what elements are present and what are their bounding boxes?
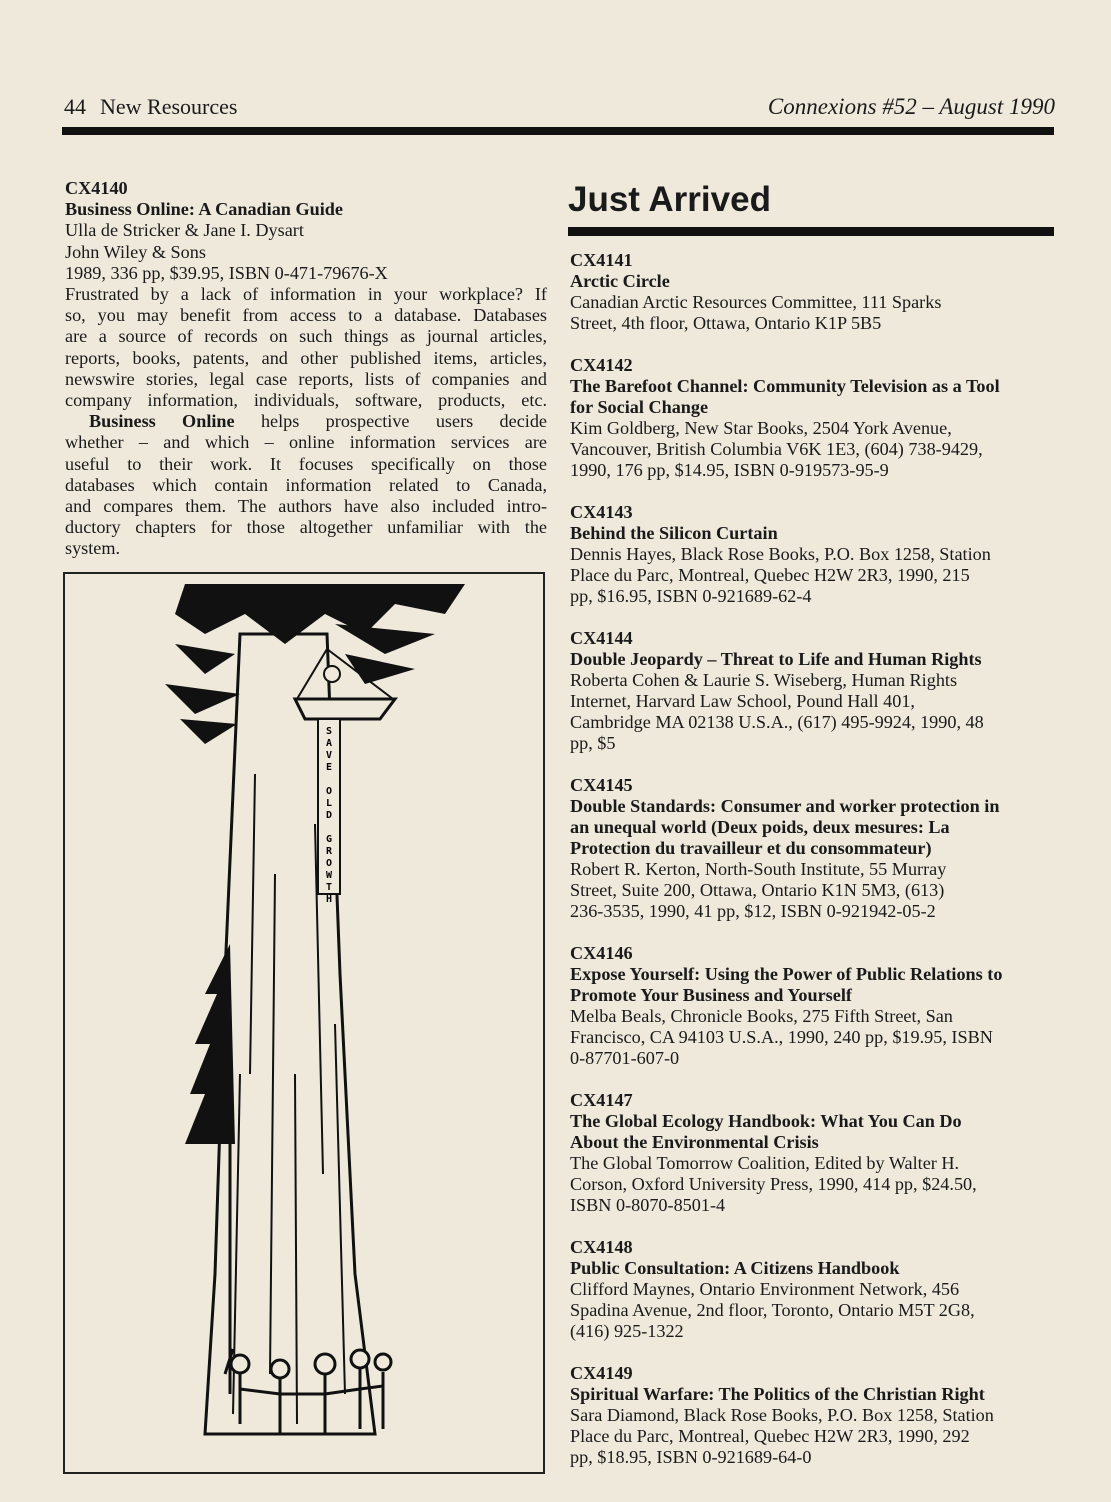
resource-entry bbox=[570, 1237, 1045, 1342]
entry-details: Roberta Cohen & Laurie S. Wiseberg, Human Rights bbox=[570, 670, 958, 690]
resource-entry bbox=[570, 628, 1045, 754]
entry-details: Place du Parc, Montreal, Quebec H2W 2R3, 1990, 292 bbox=[570, 1426, 970, 1446]
text-line: Frustrated by a lack of information in your workplace? If bbox=[65, 284, 547, 305]
entry-title: Double Jeopardy – Threat to Life and Human Rights bbox=[570, 649, 982, 669]
entry-code: CX4147 bbox=[570, 1090, 633, 1110]
entry-code: CX4142 bbox=[570, 355, 633, 375]
entry-details: pp, $5 bbox=[570, 733, 616, 753]
bold-title: Business Online bbox=[89, 411, 235, 432]
entry-title: for Social Change bbox=[570, 397, 709, 417]
entry-details: Francisco, CA 94103 U.S.A., 1990, 240 pp, $19.95, ISBN bbox=[570, 1027, 993, 1047]
text-line: useful to their work. It focuses specifically on those bbox=[65, 453, 547, 474]
resource-entry bbox=[570, 943, 1045, 1069]
banner-text: S A V E O L D G R O W T H bbox=[325, 726, 333, 905]
text-line: and compares them. The authors have also included intro- bbox=[65, 496, 547, 517]
text-line: databases which contain information related to Canada, bbox=[65, 474, 547, 495]
text-line: whether – and which – online information services are bbox=[65, 432, 547, 453]
text-line: reports, books, patents, and other published items, articles, bbox=[65, 347, 547, 368]
description-paragraph-2 bbox=[65, 432, 547, 538]
resource-list bbox=[570, 250, 1045, 1489]
entry-title: Arctic Circle bbox=[570, 271, 670, 291]
entry-authors: Ulla de Stricker & Jane I. Dysart bbox=[65, 220, 304, 241]
entry-details: ISBN 0-8070-8501-4 bbox=[570, 1195, 726, 1215]
entry-details: 236-3535, 1990, 41 pp, $12, ISBN 0-921942-05-2 bbox=[570, 901, 936, 921]
entry-title: Public Consultation: A Citizens Handbook bbox=[570, 1258, 900, 1278]
resource-entry bbox=[570, 355, 1045, 481]
entry-details: (416) 925-1322 bbox=[570, 1321, 684, 1341]
entry-title: The Global Ecology Handbook: What You Can Do bbox=[570, 1111, 962, 1131]
entry-details: Sara Diamond, Black Rose Books, P.O. Box 1258, Station bbox=[570, 1405, 994, 1425]
entry-title: Protection du travailleur et du consommateur) bbox=[570, 838, 932, 858]
entry-title: About the Environmental Crisis bbox=[570, 1132, 819, 1152]
resource-entry bbox=[570, 502, 1045, 607]
entry-details: 1990, 176 pp, $14.95, ISBN 0-919573-95-9 bbox=[570, 460, 889, 480]
entry-details: Dennis Hayes, Black Rose Books, P.O. Box 1258, Station bbox=[570, 544, 991, 564]
page-number: 44 bbox=[64, 94, 86, 119]
entry-title: Promote Your Business and Yourself bbox=[570, 985, 852, 1005]
entry-details: Clifford Maynes, Ontario Environment Network, 456 bbox=[570, 1279, 960, 1299]
entry-title: The Barefoot Channel: Community Television as a Tool bbox=[570, 376, 1000, 396]
entry-code: CX4144 bbox=[570, 628, 633, 648]
entry-title: Behind the Silicon Curtain bbox=[570, 523, 778, 543]
entry-details: 0-87701-607-0 bbox=[570, 1048, 680, 1068]
entry-details: Melba Beals, Chronicle Books, 275 Fifth Street, San bbox=[570, 1006, 953, 1026]
section-name: New Resources bbox=[100, 94, 238, 119]
entry-details: 1989, 336 pp, $39.95, ISBN 0-471-79676-X bbox=[65, 262, 388, 283]
entry-details: Street, Suite 200, Ottawa, Ontario K1N 5M3, (613) bbox=[570, 880, 945, 900]
entry-details: pp, $16.95, ISBN 0-921689-62-4 bbox=[570, 586, 812, 606]
entry-publisher: John Wiley & Sons bbox=[65, 241, 206, 262]
entry-details: Cambridge MA 02138 U.S.A., (617) 495-9924, 1990, 48 bbox=[570, 712, 984, 732]
entry-details: Spadina Avenue, 2nd floor, Toronto, Ontario M5T 2G8, bbox=[570, 1300, 975, 1320]
resource-entry bbox=[570, 775, 1045, 922]
entry-details: pp, $18.95, ISBN 0-921689-64-0 bbox=[570, 1447, 812, 1467]
entry-code: CX4140 bbox=[65, 178, 128, 198]
description-paragraph bbox=[65, 284, 547, 411]
page-header-left bbox=[64, 94, 237, 120]
entry-details: Corson, Oxford University Press, 1990, 414 pp, $24.50, bbox=[570, 1174, 977, 1194]
section-rule bbox=[568, 227, 1054, 236]
text-line: are a source of records on such things as journal articles, bbox=[65, 326, 547, 347]
entry-details: Street, 4th floor, Ottawa, Ontario K1P 5B5 bbox=[570, 313, 882, 333]
description-paragraph-2-first bbox=[65, 411, 547, 432]
resource-entry bbox=[570, 1363, 1045, 1468]
text: system. bbox=[65, 538, 121, 559]
resource-entry bbox=[570, 250, 1045, 334]
entry-details: The Global Tomorrow Coalition, Edited by Walter H. bbox=[570, 1153, 960, 1173]
entry-code: CX4149 bbox=[570, 1363, 633, 1383]
text-line: so, you may benefit from access to a database. Databases bbox=[65, 305, 547, 326]
entry-details: Kim Goldberg, New Star Books, 2504 York Avenue, bbox=[570, 418, 952, 438]
entry-title: Expose Yourself: Using the Power of Public Relations to bbox=[570, 964, 1003, 984]
left-entry bbox=[65, 178, 547, 560]
header-rule bbox=[62, 127, 1054, 135]
section-title: Just Arrived bbox=[568, 180, 771, 219]
entry-details: Internet, Harvard Law School, Pound Hall 401, bbox=[570, 691, 915, 711]
issue-label: Connexions #52 – August 1990 bbox=[767, 94, 1055, 119]
entry-title: Business Online: A Canadian Guide bbox=[65, 199, 343, 220]
entry-details: Place du Parc, Montreal, Quebec H2W 2R3, 1990, 215 bbox=[570, 565, 970, 585]
entry-details: Canadian Arctic Resources Committee, 111 Sparks bbox=[570, 292, 942, 312]
entry-details: Vancouver, British Columbia V6K 1E3, (604) 738-9429, bbox=[570, 439, 983, 459]
entry-title: Spiritual Warfare: The Politics of the Christian Right bbox=[570, 1384, 985, 1404]
entry-title: an unequal world (Deux poids, deux mesures: La bbox=[570, 817, 950, 837]
illustration-save-old-growth bbox=[63, 572, 545, 1474]
entry-code: CX4143 bbox=[570, 502, 633, 522]
entry-code: CX4141 bbox=[570, 250, 633, 270]
entry-details: Robert R. Kerton, North-South Institute, 55 Murray bbox=[570, 859, 947, 879]
entry-title: Double Standards: Consumer and worker protection in bbox=[570, 796, 1000, 816]
entry-code: CX4148 bbox=[570, 1237, 633, 1257]
text: helps prospective users decide bbox=[260, 411, 548, 432]
resource-entry bbox=[570, 1090, 1045, 1216]
text-line: newswire stories, legal case reports, lists of companies and bbox=[65, 368, 547, 389]
text-line: ductory chapters for those altogether unfamiliar with the bbox=[65, 517, 547, 538]
entry-code: CX4145 bbox=[570, 775, 633, 795]
text-line: company information, individuals, software, products, etc. bbox=[65, 390, 547, 411]
entry-code: CX4146 bbox=[570, 943, 633, 963]
tree-illustration bbox=[65, 574, 543, 1472]
